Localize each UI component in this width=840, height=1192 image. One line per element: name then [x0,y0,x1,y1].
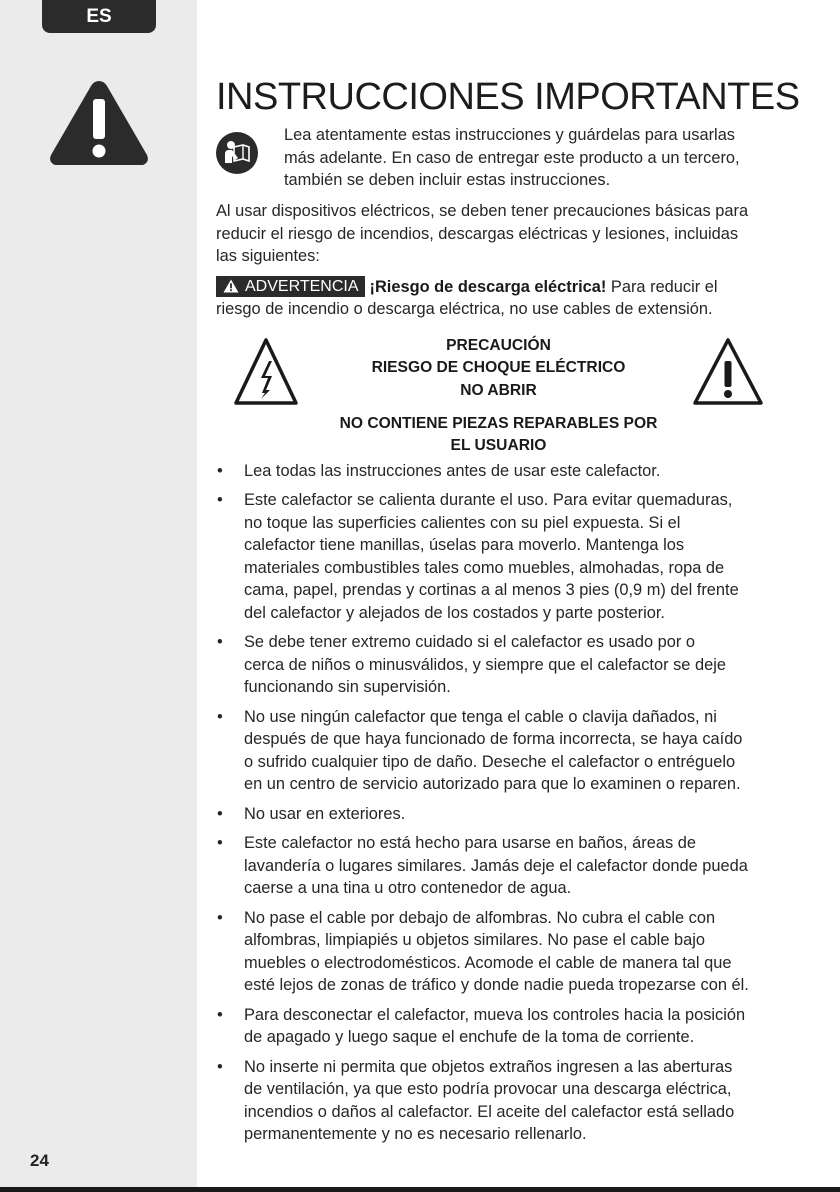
page-number: 24 [30,1151,49,1170]
instruction-line: no toque las superficies calientes con su piel expuesta. Si el [244,513,681,532]
bottom-rule [0,1187,840,1192]
instruction-line: después de que haya funcionado de forma incorrecta, se haya caído [244,730,743,748]
instruction-line: alfombras, limpiapiés u objetos similares. No pase el cable bajo [244,931,705,949]
sidebar [0,0,197,1192]
general-line: reducir el riesgo de incendios, descargas eléctricas y lesiones, incluidas [216,224,739,243]
safety-instruction-item [216,706,784,796]
intro-line: Lea atentamente estas instrucciones y guárdelas para usarlas [284,126,736,144]
caution-box [216,336,784,454]
instruction-line: No usar en exteriores. [244,804,406,823]
instruction-line: lavandería o lugares similares. Jamás deje el calefactor donde pueda [244,856,748,875]
safety-instruction-item [216,1056,784,1146]
warning-text: Para reducir el [606,277,718,296]
language-tab[interactable]: ES [42,0,156,33]
instruction-line: permanentemente y no es necesario rellenarlo. [244,1125,587,1143]
instruction-line: caerse a una tina u otro contenedor de agua. [244,879,572,897]
instruction-line: esté lejos de zonas de tráfico y donde nadie pueda tropezarse con él. [244,976,749,994]
safety-instruction-item [216,1004,784,1049]
instruction-line: incendios o daños al calefactor. El aceite del calefactor está sellado [244,1102,735,1121]
instruction-line: de apagado y luego saque el enchufe de la toma de corriente. [244,1028,695,1046]
intro-section [216,124,784,190]
safety-instruction-item [216,803,784,826]
document-content [216,76,800,1153]
general-line: las siguientes: [216,247,320,265]
safety-instruction-item [216,460,784,483]
caution-subheading [296,413,701,458]
caution-sub-line: EL USUARIO [450,437,547,454]
instruction-line: cerca de niños o minusválidos, y siempre que el calefactor se deje [244,655,726,674]
instruction-line: No pase el cable por debajo de alfombras. No cubra el cable con [244,908,716,927]
safety-instruction-item [216,832,784,900]
warning-triangle-icon [46,75,152,171]
caution-line: PRECAUCIÓN [446,336,551,354]
safety-instruction-item [216,489,784,624]
safety-instruction-item [216,631,784,699]
instruction-line: en un centro de servicio autorizado para que lo examinen o reparen. [244,775,741,793]
instruction-line: Lea todas las instrucciones antes de usar este calefactor. [244,461,661,480]
intro-line: también se deben incluir estas instrucciones. [284,171,611,189]
warning-label [216,276,365,297]
page-title: INSTRUCCIONES IMPORTANTES [216,76,800,118]
warning-bold-text: ¡Riesgo de descarga eléctrica! [369,277,607,296]
instruction-line: funcionando sin supervisión. [244,678,451,696]
safety-instructions-list [216,460,784,1146]
caution-heading [296,335,701,403]
warning-label-text: ADVERTENCIA [245,277,359,295]
instruction-line: o sufrido cualquier tipo de daño. Deseche el calefactor o entréguelo [244,752,736,771]
general-precautions [216,200,784,268]
intro-text [284,124,784,192]
instruction-line: Para desconectar el calefactor, mueva los controles hacia la posición [244,1005,746,1024]
instruction-line: Este calefactor no está hecho para usarse en baños, áreas de [244,834,696,852]
instruction-line: No use ningún calefactor que tenga el cable o clavija dañados, ni [244,707,717,726]
instruction-line: No inserte ni permita que objetos extraños ingresen a las aberturas [244,1057,733,1076]
instruction-line: Se debe tener extremo cuidado si el calefactor es usado por o [244,633,696,651]
safety-instruction-item [216,907,784,997]
electric-shock-warning-icon [234,337,298,407]
instruction-line: del calefactor y alejados de los costados y parte posterior. [244,603,665,622]
instruction-line: de ventilación, ya que esto podría provocar una descarga eléctrica, [244,1080,732,1098]
exclamation-warning-icon [692,337,764,407]
caution-sub-line: NO CONTIENE PIEZAS REPARABLES POR [339,414,658,432]
warning-text-line2: riesgo de incendio o descarga eléctrica, no use cables de extensión. [216,300,713,318]
instruction-line: materiales combustibles tales como muebles, almohadas, ropa de [244,558,725,577]
caution-line: RIESGO DE CHOQUE ELÉCTRICO [371,359,626,376]
warning-small-icon [223,279,239,293]
warning-paragraph [216,276,784,321]
caution-line: NO ABRIR [460,381,537,399]
read-manual-icon [216,132,258,174]
instruction-line: cama, papel, prendas y cortinas a al menos 3 pies (0,9 m) del frente [244,581,739,599]
general-line: Al usar dispositivos eléctricos, se deben tener precauciones básicas para [216,202,749,220]
instruction-line: muebles o electrodomésticos. Acomode el cable de manera tal que [244,953,732,972]
instruction-line: Este calefactor se calienta durante el uso. Para evitar quemaduras, [244,491,733,509]
instruction-line: calefactor tiene manillas, úselas para moverlo. Mantenga los [244,536,685,554]
intro-line: más adelante. En caso de entregar este producto a un tercero, [284,148,740,167]
